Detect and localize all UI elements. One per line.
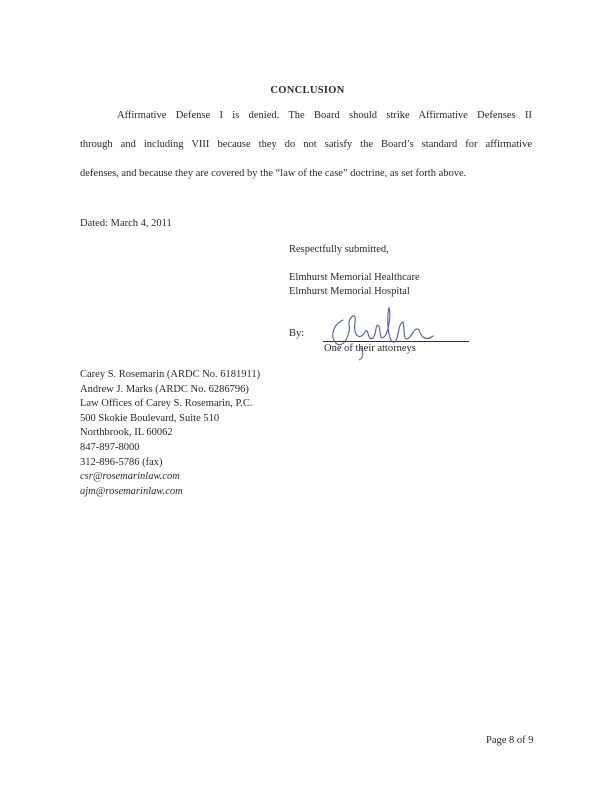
email-link[interactable]: csr@rosemarinlaw.com	[80, 471, 180, 483]
counsel-line: Law Offices of Carey S. Rosemarin, P.C.	[80, 398, 253, 410]
paragraph-line-2: through and including VIII because they do not satisfy the Board’s standard for affirmative	[80, 139, 532, 150]
party-name-2: Elmhurst Memorial Hospital	[289, 286, 410, 297]
counsel-line: Andrew J. Marks (ARDC No. 6286796)	[80, 383, 249, 395]
conclusion-paragraph	[80, 101, 532, 188]
section-heading: CONCLUSION	[270, 85, 345, 96]
counsel-line: Northbrook, IL 60062	[80, 427, 173, 439]
phone-number: 847-897-8000	[80, 441, 140, 453]
counsel-line: Carey S. Rosemarin (ARDC No. 6181911)	[80, 369, 261, 380]
by-label: By:	[289, 328, 305, 339]
counsel-block	[80, 368, 260, 499]
fax-number: 312-896-5786 (fax)	[80, 456, 163, 468]
signature-subtitle: One of their attorneys	[324, 343, 416, 354]
page-number: Page 8 of 9	[486, 735, 534, 746]
paragraph-line-1: Affirmative Defense I is denied. The Board should strike Affirmative Defenses II	[117, 110, 532, 121]
party-name-1: Elmhurst Memorial Healthcare	[289, 272, 420, 283]
closing-text: Respectfully submitted,	[289, 244, 389, 255]
counsel-line: 500 Skokie Boulevard, Suite 510	[80, 412, 220, 424]
email-link[interactable]: ajm@rosemarinlaw.com	[80, 485, 183, 497]
handwritten-signature	[315, 302, 445, 362]
dated-line: Dated: March 4, 2011	[80, 218, 172, 229]
paragraph-line-3: defenses, and because they are covered by the “law of the case” doctrine, as set forth above.	[80, 168, 467, 179]
